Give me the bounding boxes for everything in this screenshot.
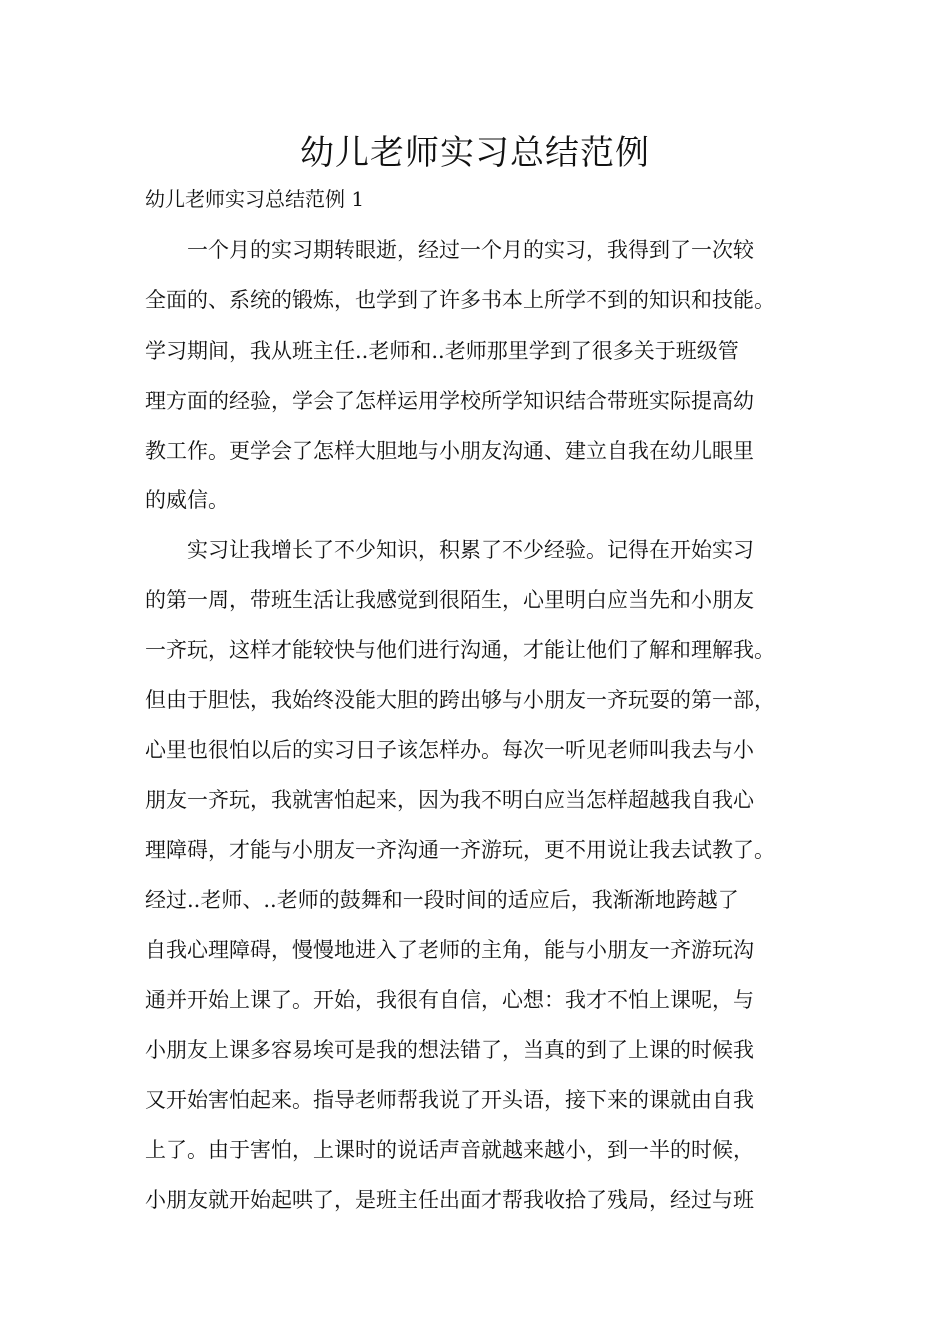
text-line: 但由于胆怯，我始终没能大胆的跨出够与小朋友一齐玩耍的第一部， [145,688,775,712]
text-line: 小朋友就开始起哄了，是班主任出面才帮我收拾了残局，经过与班 [145,1188,754,1212]
text-line: 上了。由于害怕，上课时的说话声音就越来越小，到一半的时候， [145,1138,754,1162]
text-line: 朋友一齐玩，我就害怕起来，因为我不明白应当怎样超越我自我心 [145,788,754,812]
text-line: 经过..老师、..老师的鼓舞和一段时间的适应后，我渐渐地跨越了 [145,888,739,912]
text-line: 的第一周，带班生活让我感觉到很陌生，心里明白应当先和小朋友 [145,588,754,612]
text-line: 学习期间，我从班主任..老师和..老师那里学到了很多关于班级管 [145,339,739,363]
text-line: 小朋友上课多容易埃可是我的想法错了，当真的到了上课的时候我 [145,1038,754,1062]
document-title: 幼儿老师实习总结范例 [300,133,650,173]
text-line: 的威信。 [145,488,229,512]
text-line: 一个月的实习期转眼逝，经过一个月的实习，我得到了一次较 [145,238,754,262]
text-line: 心里也很怕以后的实习日子该怎样办。每次一听见老师叫我去与小 [145,738,754,762]
text-line: 全面的、系统的锻炼，也学到了许多书本上所学不到的知识和技能。 [145,288,775,312]
text-line: 实习让我增长了不少知识，积累了不少经验。记得在开始实习 [145,538,754,562]
text-line: 又开始害怕起来。指导老师帮我说了开头语，接下来的课就由自我 [145,1088,754,1112]
text-line: 一齐玩，这样才能较快与他们进行沟通，才能让他们了解和理解我。 [145,638,775,662]
text-line: 理方面的经验，学会了怎样运用学校所学知识结合带班实际提高幼 [145,389,754,413]
text-line: 通并开始上课了。开始，我很有自信，心想：我才不怕上课呢，与 [145,988,754,1012]
section-heading: 幼儿老师实习总结范例 1 [145,187,365,211]
text-line: 教工作。更学会了怎样大胆地与小朋友沟通、建立自我在幼儿眼里 [145,439,754,463]
text-line: 理障碍，才能与小朋友一齐沟通一齐游玩，更不用说让我去试教了。 [145,838,775,862]
text-line: 自我心理障碍，慢慢地进入了老师的主角，能与小朋友一齐游玩沟 [145,938,754,962]
